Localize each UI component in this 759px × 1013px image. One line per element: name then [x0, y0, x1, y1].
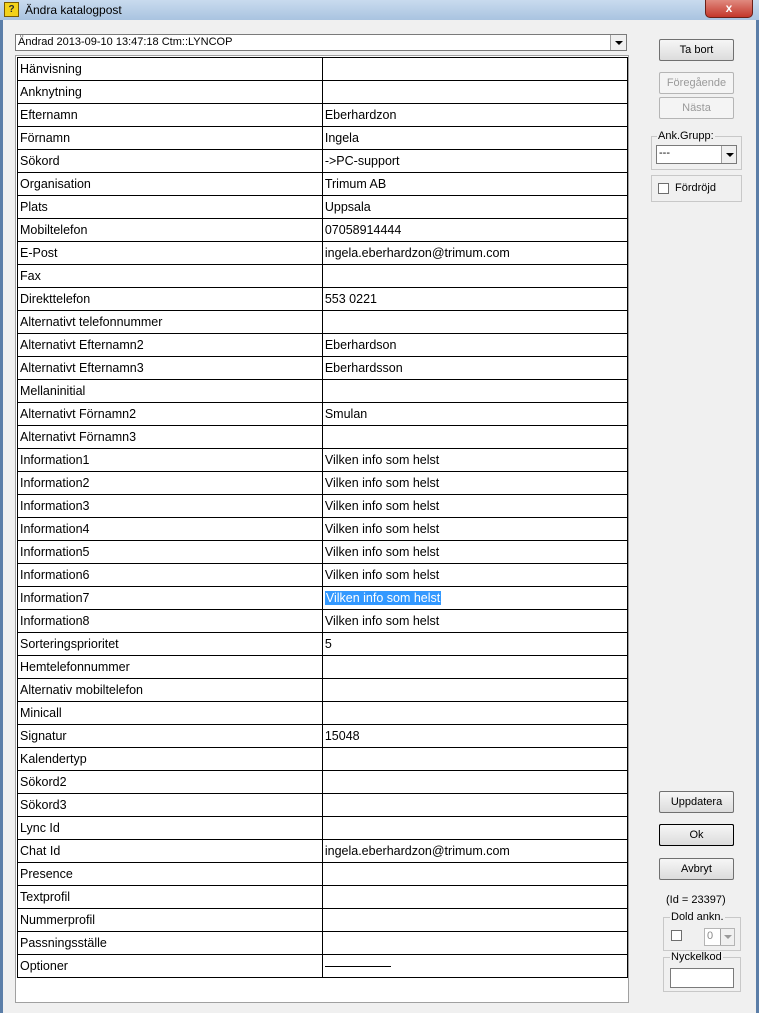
delete-button[interactable]: Ta bort — [659, 39, 734, 61]
next-button[interactable]: Nästa — [659, 97, 734, 119]
field-label: Information5 — [18, 541, 323, 564]
field-value[interactable]: Vilken info som helst — [322, 564, 627, 587]
table-row — [18, 817, 628, 840]
field-label: Hänvisning — [18, 58, 323, 81]
close-button[interactable]: x — [705, 0, 753, 18]
table-row — [18, 748, 628, 771]
field-value[interactable]: Vilken info som helst — [322, 541, 627, 564]
table-row — [18, 633, 628, 656]
field-label: Hemtelefonnummer — [18, 656, 323, 679]
field-value[interactable] — [322, 932, 627, 955]
field-label: Information8 — [18, 610, 323, 633]
field-label: Information1 — [18, 449, 323, 472]
field-value[interactable]: Eberhardzon — [322, 104, 627, 127]
table-row — [18, 380, 628, 403]
table-row — [18, 334, 628, 357]
table-row — [18, 403, 628, 426]
field-value[interactable] — [322, 265, 627, 288]
table-row — [18, 127, 628, 150]
field-label: Organisation — [18, 173, 323, 196]
field-label: Information4 — [18, 518, 323, 541]
field-value[interactable] — [322, 955, 627, 978]
field-label: Förnamn — [18, 127, 323, 150]
id-label: (Id = 23397) — [666, 894, 726, 906]
record-selector[interactable] — [15, 34, 627, 51]
chevron-down-icon — [615, 41, 623, 45]
field-label: Nummerprofil — [18, 909, 323, 932]
dold-ankn-checkbox[interactable] — [671, 930, 682, 941]
field-label: Textprofil — [18, 886, 323, 909]
field-value[interactable]: 15048 — [322, 725, 627, 748]
delayed-label: Fördröjd — [675, 182, 716, 194]
table-row — [18, 840, 628, 863]
chevron-down-icon — [724, 935, 732, 939]
field-value[interactable]: Vilken info som helst — [322, 472, 627, 495]
update-button[interactable]: Uppdatera — [659, 791, 734, 813]
field-label: Alternativt Förnamn2 — [18, 403, 323, 426]
table-row — [18, 955, 628, 978]
field-label: Sökord3 — [18, 794, 323, 817]
field-label: Mellaninitial — [18, 380, 323, 403]
table-row — [18, 196, 628, 219]
field-label: Plats — [18, 196, 323, 219]
field-value[interactable] — [322, 656, 627, 679]
field-label: Passningsställe — [18, 932, 323, 955]
field-value[interactable]: ->PC-support — [322, 150, 627, 173]
field-value[interactable] — [322, 748, 627, 771]
field-value[interactable] — [322, 771, 627, 794]
table-row — [18, 863, 628, 886]
nyckelkod-label: Nyckelkod — [671, 951, 722, 963]
field-label: Alternativ mobiltelefon — [18, 679, 323, 702]
field-grid — [15, 55, 629, 1003]
dold-ankn-label: Dold ankn. — [671, 911, 724, 923]
field-label: Chat Id — [18, 840, 323, 863]
field-label: Sorteringsprioritet — [18, 633, 323, 656]
options-line — [325, 966, 391, 967]
table-row — [18, 610, 628, 633]
table-row — [18, 587, 628, 610]
field-value[interactable]: Smulan — [322, 403, 627, 426]
table-row — [18, 932, 628, 955]
selected-text: Vilken info som helst — [325, 591, 441, 605]
field-value[interactable]: Vilken info som helst — [322, 449, 627, 472]
field-value[interactable]: Vilken info som helst — [322, 495, 627, 518]
ank-grupp-label: Ank.Grupp: — [658, 130, 714, 142]
field-label: Information7 — [18, 587, 323, 610]
field-label: Information6 — [18, 564, 323, 587]
field-label: Efternamn — [18, 104, 323, 127]
field-value[interactable] — [322, 817, 627, 840]
title-bar — [0, 0, 759, 20]
dold-ankn-group — [663, 911, 741, 951]
field-value[interactable]: Uppsala — [322, 196, 627, 219]
field-label: Fax — [18, 265, 323, 288]
field-value[interactable] — [322, 886, 627, 909]
field-value[interactable]: ingela.eberhardzon@trimum.com — [322, 840, 627, 863]
field-label: Mobiltelefon — [18, 219, 323, 242]
dropdown-button[interactable] — [721, 146, 736, 163]
table-row — [18, 495, 628, 518]
field-label: Alternativt Efternamn2 — [18, 334, 323, 357]
field-label: Signatur — [18, 725, 323, 748]
field-value[interactable]: ingela.eberhardzon@trimum.com — [322, 242, 627, 265]
ank-grupp-select[interactable] — [656, 145, 737, 164]
field-label: Alternativt Efternamn3 — [18, 357, 323, 380]
table-row — [18, 242, 628, 265]
table-row — [18, 311, 628, 334]
field-value[interactable]: 553 0221 — [322, 288, 627, 311]
field-value[interactable] — [322, 794, 627, 817]
field-value[interactable] — [322, 679, 627, 702]
table-row — [18, 449, 628, 472]
field-label: Information3 — [18, 495, 323, 518]
table-row — [18, 771, 628, 794]
field-value[interactable] — [322, 311, 627, 334]
field-value[interactable] — [322, 863, 627, 886]
record-selector-value: Ändrad 2013-09-10 13:47:18 Ctm::LYNCOP — [18, 36, 233, 48]
field-label: E-Post — [18, 242, 323, 265]
ank-grupp-value: --- — [659, 147, 670, 159]
table-row — [18, 150, 628, 173]
table-row — [18, 173, 628, 196]
dialog-client — [3, 20, 756, 1013]
table-row — [18, 702, 628, 725]
delayed-checkbox[interactable] — [658, 183, 669, 194]
field-label: Anknytning — [18, 81, 323, 104]
dropdown-button[interactable] — [720, 929, 734, 945]
field-label: Kalendertyp — [18, 748, 323, 771]
table-row — [18, 104, 628, 127]
field-value[interactable] — [322, 81, 627, 104]
field-table — [17, 57, 628, 978]
app-icon: ? — [4, 2, 19, 17]
field-value[interactable]: 5 — [322, 633, 627, 656]
field-value[interactable]: Vilken info som helst — [322, 518, 627, 541]
field-value[interactable]: 07058914444 — [322, 219, 627, 242]
table-row — [18, 426, 628, 449]
table-row — [18, 58, 628, 81]
table-row — [18, 725, 628, 748]
table-row — [18, 288, 628, 311]
field-value[interactable]: Eberhardson — [322, 334, 627, 357]
field-value[interactable] — [322, 587, 627, 610]
field-label: Minicall — [18, 702, 323, 725]
window-title: Ändra katalogpost — [25, 3, 122, 17]
ank-grupp-group — [651, 130, 742, 170]
field-label: Optioner — [18, 955, 323, 978]
nyckelkod-input[interactable] — [670, 968, 734, 988]
field-label: Direkttelefon — [18, 288, 323, 311]
field-label: Sökord — [18, 150, 323, 173]
field-value[interactable]: Trimum AB — [322, 173, 627, 196]
table-row — [18, 794, 628, 817]
table-row — [18, 656, 628, 679]
field-value[interactable] — [322, 426, 627, 449]
dold-ankn-value: 0 — [707, 930, 714, 942]
nyckelkod-group — [663, 951, 741, 992]
field-value[interactable] — [322, 909, 627, 932]
field-value[interactable] — [322, 380, 627, 403]
field-label: Sökord2 — [18, 771, 323, 794]
dold-ankn-select[interactable] — [704, 928, 735, 946]
field-label: Presence — [18, 863, 323, 886]
field-value[interactable] — [322, 58, 627, 81]
chevron-down-icon — [726, 153, 734, 157]
table-row — [18, 541, 628, 564]
table-row — [18, 472, 628, 495]
field-value[interactable]: Vilken info som helst — [322, 610, 627, 633]
ok-button[interactable]: Ok — [659, 824, 734, 846]
table-row — [18, 81, 628, 104]
table-row — [18, 909, 628, 932]
field-label: Alternativt telefonnummer — [18, 311, 323, 334]
table-row — [18, 679, 628, 702]
table-row — [18, 564, 628, 587]
cancel-button[interactable]: Avbryt — [659, 858, 734, 880]
field-value[interactable]: Ingela — [322, 127, 627, 150]
table-row — [18, 265, 628, 288]
table-row — [18, 518, 628, 541]
previous-button[interactable]: Föregående — [659, 72, 734, 94]
field-label: Lync Id — [18, 817, 323, 840]
table-row — [18, 357, 628, 380]
delayed-group — [651, 175, 742, 202]
table-row — [18, 219, 628, 242]
dropdown-button[interactable] — [610, 35, 626, 50]
field-value[interactable] — [322, 702, 627, 725]
field-value[interactable]: Eberhardsson — [322, 357, 627, 380]
field-label: Information2 — [18, 472, 323, 495]
field-label: Alternativt Förnamn3 — [18, 426, 323, 449]
table-row — [18, 886, 628, 909]
